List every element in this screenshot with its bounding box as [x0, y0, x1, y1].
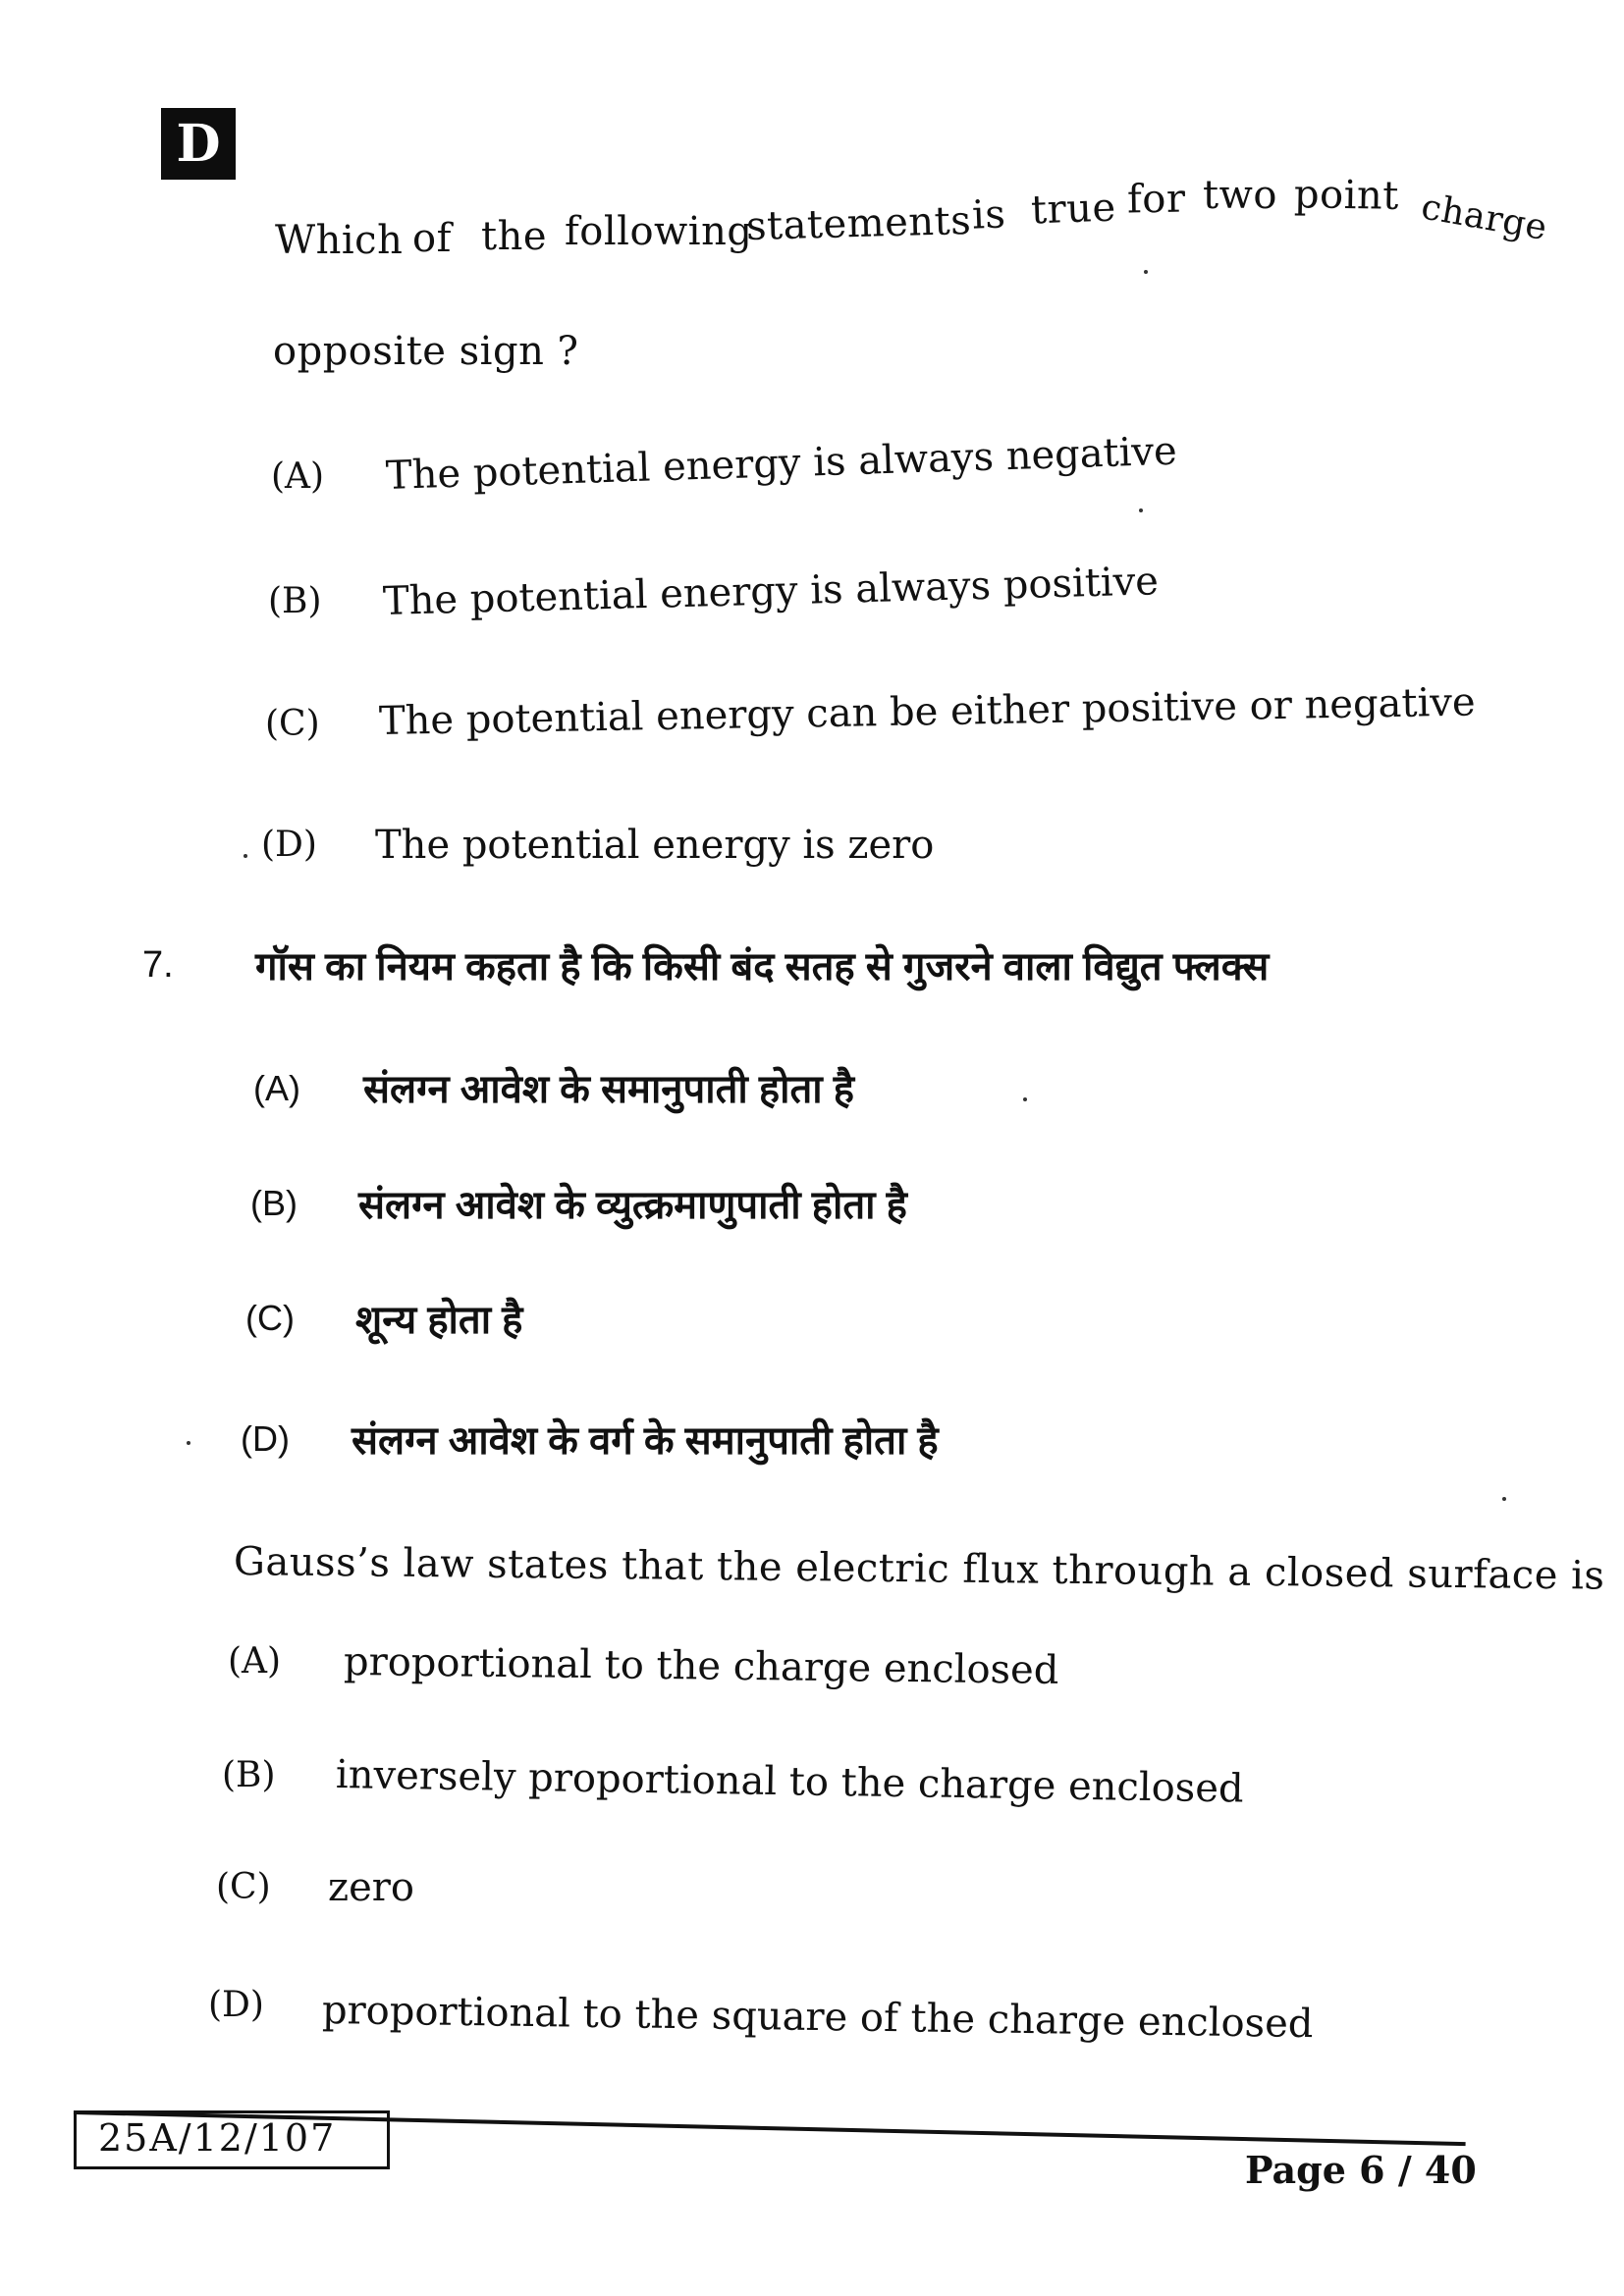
stem-word: statements: [745, 198, 972, 249]
option-text: inversely proportional to the charge enclosed: [335, 1752, 1244, 1812]
option-text: The potential energy is zero: [375, 823, 935, 868]
option-text: The potential energy is always negative: [385, 428, 1178, 499]
stem-word: two: [1203, 173, 1277, 218]
option-text: संलग्न आवेश के समानुपाती होता है: [363, 1068, 854, 1111]
stem-word: point: [1293, 172, 1400, 219]
question-7-english-stem: Gauss’s law states that the electric flux through a closed surface is: [233, 1539, 1605, 1599]
option-label: (A): [253, 1068, 300, 1108]
option-label: (A): [271, 456, 325, 497]
option-text: संलग्न आवेश के व्युत्क्रमाणुपाती होता है: [358, 1184, 907, 1227]
stem-word: is: [971, 191, 1007, 239]
option-label: (B): [268, 581, 322, 621]
option-label: (C): [245, 1298, 295, 1338]
paper-code: 25A/12/107: [74, 2110, 390, 2169]
stem-word: for: [1126, 176, 1186, 223]
option-label: (D): [241, 1418, 290, 1459]
stem-word: the: [481, 214, 548, 259]
scan-speck: [1023, 1097, 1027, 1101]
stem-word: following: [565, 209, 753, 254]
option-label: (C): [265, 704, 320, 744]
question-7-hindi-stem: गॉस का नियम कहता है कि किसी बंद सतह से गुजरने वाला विद्युत फ्लक्स: [255, 945, 1270, 988]
option-text: zero: [328, 1865, 414, 1910]
scan-speck: [1139, 508, 1143, 512]
stem-word: of: [412, 216, 452, 261]
option-label: (D): [261, 825, 317, 865]
option-label: (B): [250, 1183, 298, 1223]
stem-word: charge: [1418, 187, 1550, 249]
option-label: (C): [216, 1867, 271, 1907]
stem-word: true: [1030, 185, 1117, 234]
option-text: proportional to the charge enclosed: [343, 1639, 1059, 1693]
option-label: (B): [222, 1755, 276, 1795]
stem-word: Which: [275, 218, 404, 263]
option-text: The potential energy is always positive: [382, 559, 1160, 624]
option-text: The potential energy can be either positive or negative: [378, 679, 1476, 744]
scan-speck: [1144, 270, 1148, 274]
question-7-number: 7.: [142, 944, 174, 986]
option-text: शून्य होता है: [355, 1299, 523, 1342]
option-text: संलग्न आवेश के वर्ग के समानुपाती होता है: [352, 1419, 939, 1463]
option-label: (D): [208, 1985, 264, 2025]
page-number: Page 6 / 40: [1245, 2148, 1477, 2192]
option-text: proportional to the square of the charge enclosed: [321, 1988, 1314, 2048]
scan-speck: [1502, 1497, 1506, 1501]
scan-speck: [187, 1441, 190, 1445]
question-set-badge: D: [161, 108, 236, 180]
option-label: (A): [228, 1641, 282, 1682]
question-6-stem-line-2: opposite sign ?: [273, 329, 579, 374]
scan-speck: [244, 854, 247, 858]
